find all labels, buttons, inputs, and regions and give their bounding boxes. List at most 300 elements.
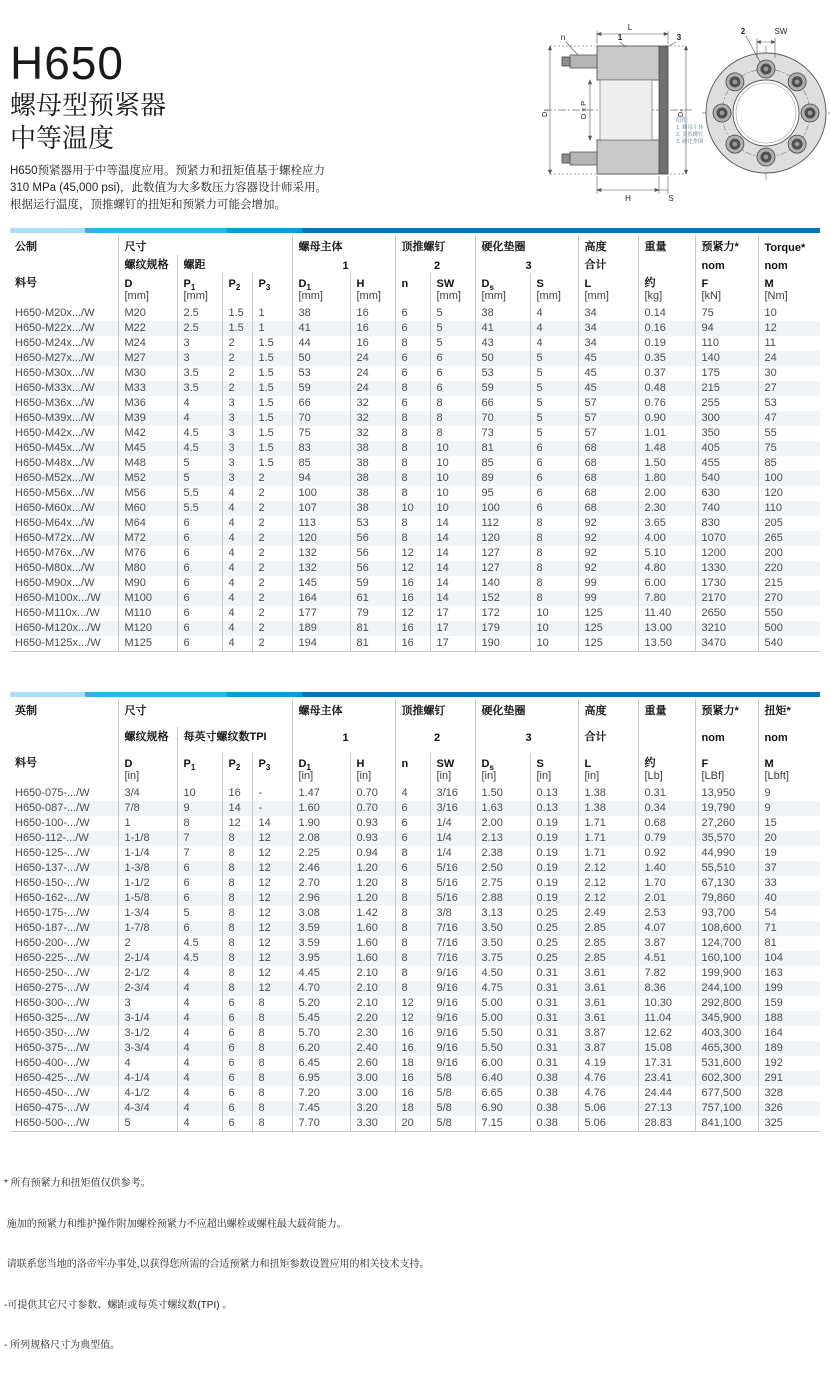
value-cell: 4	[177, 396, 222, 411]
value-cell: 4.07	[638, 921, 695, 936]
value-cell: 215	[758, 576, 820, 591]
value-cell: 4	[118, 1056, 177, 1071]
value-cell: 32	[350, 411, 395, 426]
value-cell: 12	[252, 876, 292, 891]
value-cell: 8	[530, 546, 578, 561]
value-cell: 6	[395, 801, 430, 816]
value-cell: 14	[430, 591, 475, 606]
value-cell: 8	[222, 876, 252, 891]
value-cell: 8	[395, 966, 430, 981]
value-cell: 1.60	[292, 801, 350, 816]
value-cell: 3.65	[638, 516, 695, 531]
group-num-1: 1	[292, 255, 395, 273]
value-cell: 4.00	[638, 531, 695, 546]
column-header: D	[118, 273, 177, 290]
unit-label: [mm]	[292, 290, 350, 306]
part-number-cell: H650-200-.../W	[15, 937, 90, 949]
value-cell: 17	[430, 636, 475, 652]
value-cell: 325	[758, 1116, 820, 1132]
value-cell: 38	[350, 501, 395, 516]
value-cell: 2	[222, 336, 252, 351]
value-cell: 1-1/4	[118, 846, 177, 861]
value-cell: 27	[758, 381, 820, 396]
value-cell: 255	[695, 396, 758, 411]
value-cell: 0.90	[638, 411, 695, 426]
value-cell: 540	[695, 471, 758, 486]
value-cell: 1	[252, 321, 292, 336]
value-cell: 6	[530, 471, 578, 486]
value-cell: 14	[430, 516, 475, 531]
unit-label: [in]	[530, 770, 578, 786]
value-cell: 0.48	[638, 381, 695, 396]
label-3: 3	[676, 33, 682, 42]
value-cell: M20	[118, 306, 177, 321]
part-number-cell: H650-275-.../W	[15, 982, 90, 994]
column-header: $P_2$	[222, 273, 252, 290]
value-cell: 0.13	[530, 786, 578, 801]
unit-label	[10, 770, 118, 786]
label-1: 1	[617, 33, 623, 42]
value-cell: 8	[395, 471, 430, 486]
value-cell: 66	[475, 396, 530, 411]
value-cell: 540	[758, 636, 820, 652]
table-row	[10, 411, 820, 426]
value-cell: 1.20	[350, 891, 395, 906]
unit-label	[10, 290, 118, 306]
value-cell: 8	[395, 846, 430, 861]
value-cell: 6	[395, 351, 430, 366]
table-row	[10, 351, 820, 366]
value-cell: 11.40	[638, 606, 695, 621]
value-cell: 5	[530, 426, 578, 441]
part-number-cell: H650-375-.../W	[15, 1042, 90, 1054]
value-cell: 50	[292, 351, 350, 366]
value-cell: 93,700	[695, 906, 758, 921]
imperial-table	[10, 699, 820, 1132]
value-cell: 190	[475, 636, 530, 652]
column-header: $D_s$	[475, 273, 530, 290]
value-cell: 1.5	[222, 306, 252, 321]
value-cell: 16	[395, 591, 430, 606]
value-cell: 2	[118, 936, 177, 951]
table-row	[10, 336, 820, 351]
value-cell: 5.06	[578, 1116, 638, 1132]
value-cell: 17	[430, 606, 475, 621]
unit-label	[395, 770, 430, 786]
footnote-line: 请联系您当地的洛帝牢办事处,以获得您所需的合适预紧力和扭矩参数设置应用的相关技术支持。	[4, 1259, 430, 1270]
value-cell: 10	[430, 471, 475, 486]
column-header: L	[578, 273, 638, 290]
value-cell: 8	[395, 891, 430, 906]
bore	[733, 80, 799, 146]
value-cell: 6	[395, 816, 430, 831]
value-cell: 5	[430, 321, 475, 336]
value-cell: 89	[475, 471, 530, 486]
value-cell: 2.10	[350, 996, 395, 1011]
value-cell: 2.53	[638, 906, 695, 921]
value-cell: 0.25	[530, 921, 578, 936]
value-cell: 5.5	[177, 486, 222, 501]
value-cell: 205	[758, 516, 820, 531]
value-cell: M72	[118, 531, 177, 546]
part-number-cell: H650-300-.../W	[15, 997, 90, 1009]
value-cell: 175	[695, 366, 758, 381]
value-cell: 75	[695, 306, 758, 321]
value-cell: 3.50	[475, 936, 530, 951]
value-cell: 2.08	[292, 831, 350, 846]
value-cell: 3.30	[350, 1116, 395, 1132]
value-cell: 8	[252, 1041, 292, 1056]
unit-label: [kN]	[695, 290, 758, 306]
value-cell: 455	[695, 456, 758, 471]
value-cell: 2	[252, 501, 292, 516]
value-cell: 0.31	[530, 981, 578, 996]
value-cell: 79	[350, 606, 395, 621]
value-cell: 4	[222, 606, 252, 621]
value-cell: 53	[350, 516, 395, 531]
value-cell: 120	[475, 531, 530, 546]
value-cell: 81	[350, 636, 395, 652]
table-row	[10, 546, 820, 561]
value-cell: 4	[222, 621, 252, 636]
part-number-cell: H650-150-.../W	[15, 877, 90, 889]
value-cell: 6	[222, 1011, 252, 1026]
value-cell: 125	[578, 606, 638, 621]
value-cell: 6	[222, 1071, 252, 1086]
value-cell: 0.14	[638, 306, 695, 321]
table-row	[10, 906, 820, 921]
value-cell: 57	[578, 411, 638, 426]
value-cell: 5.10	[638, 546, 695, 561]
value-cell: 163	[758, 966, 820, 981]
value-cell: 4	[222, 591, 252, 606]
value-cell: 2.30	[638, 501, 695, 516]
value-cell: 30	[758, 366, 820, 381]
value-cell: 4.5	[177, 441, 222, 456]
value-cell: 19,790	[695, 801, 758, 816]
value-cell: 0.31	[530, 996, 578, 1011]
group-num-2: 2	[395, 727, 475, 753]
value-cell: M125	[118, 636, 177, 652]
value-cell: 5/8	[430, 1101, 475, 1116]
value-cell: 16	[395, 576, 430, 591]
value-cell: 92	[578, 546, 638, 561]
value-cell: 45	[578, 366, 638, 381]
value-cell: 3.61	[578, 996, 638, 1011]
table-row	[10, 1011, 820, 1026]
value-cell: 172	[475, 606, 530, 621]
jackbolt-top	[570, 55, 597, 68]
jackbolt-top-head	[562, 57, 570, 66]
value-cell: 6	[222, 1026, 252, 1041]
value-cell: 1.20	[350, 861, 395, 876]
nut-body-top	[597, 46, 659, 80]
unit-label	[252, 770, 292, 786]
table-row	[10, 816, 820, 831]
value-cell: 0.19	[530, 816, 578, 831]
value-cell: 602,300	[695, 1071, 758, 1086]
value-cell: 33	[758, 876, 820, 891]
value-cell: 6	[177, 636, 222, 652]
value-cell: 45	[578, 351, 638, 366]
value-cell: 14	[430, 531, 475, 546]
value-cell: 8	[222, 846, 252, 861]
title-block	[10, 37, 327, 214]
value-cell: 1.60	[350, 936, 395, 951]
value-cell: 4	[177, 1071, 222, 1086]
unit-label: [mm]	[177, 290, 222, 306]
value-cell: 47	[758, 411, 820, 426]
value-cell: 152	[475, 591, 530, 606]
value-cell: 1	[252, 306, 292, 321]
page-subtitle-temp: 中等温度	[10, 123, 115, 153]
value-cell: 6	[222, 1056, 252, 1071]
value-cell: 23.41	[638, 1071, 695, 1086]
sub-thread-spec: 螺纹规格	[118, 255, 177, 273]
value-cell: 3.00	[350, 1071, 395, 1086]
value-cell: 4	[177, 411, 222, 426]
dim-S-label: S	[668, 194, 674, 203]
value-cell: M76	[118, 546, 177, 561]
value-cell: 0.25	[530, 951, 578, 966]
part-number-cell: H650-M33x.../W	[15, 382, 95, 394]
unit-label: [in]	[578, 770, 638, 786]
value-cell: 71	[758, 921, 820, 936]
value-cell: 0.19	[530, 891, 578, 906]
part-number-cell: H650-225-.../W	[15, 952, 90, 964]
value-cell: 7/16	[430, 936, 475, 951]
value-cell: 68	[578, 441, 638, 456]
value-cell: 10	[530, 606, 578, 621]
group-torque: Torque*	[758, 235, 820, 255]
value-cell: 17.31	[638, 1056, 695, 1071]
value-cell: 5/8	[430, 1116, 475, 1132]
value-cell: 1.5	[252, 411, 292, 426]
value-cell: 8	[222, 966, 252, 981]
value-cell: 8	[252, 1116, 292, 1132]
value-cell: 13,950	[695, 786, 758, 801]
value-cell: 81	[350, 621, 395, 636]
value-cell: 14	[222, 801, 252, 816]
value-cell: 41	[292, 321, 350, 336]
value-cell: 1-1/2	[118, 876, 177, 891]
value-cell: 8	[222, 921, 252, 936]
value-cell: 8	[395, 906, 430, 921]
value-cell: 14	[430, 561, 475, 576]
value-cell: 16	[222, 786, 252, 801]
value-cell: 6	[430, 366, 475, 381]
value-cell: 99	[578, 591, 638, 606]
value-cell: 6	[177, 576, 222, 591]
value-cell: 4	[530, 306, 578, 321]
table-row	[10, 561, 820, 576]
value-cell: 4	[222, 516, 252, 531]
value-cell: 8	[222, 861, 252, 876]
label-n: n	[560, 33, 566, 42]
value-cell: 2	[252, 576, 292, 591]
value-cell: 43	[475, 336, 530, 351]
table-row	[10, 1056, 820, 1071]
value-cell: 12	[252, 936, 292, 951]
value-cell: 12	[395, 1011, 430, 1026]
column-header: n	[395, 273, 430, 290]
table-row	[10, 786, 820, 801]
value-cell: 12	[222, 816, 252, 831]
value-cell: 12	[252, 966, 292, 981]
value-cell: 56	[350, 546, 395, 561]
part-number-cell: H650-M120x.../W	[15, 622, 101, 634]
column-header: $P_3$	[252, 273, 292, 290]
section-view	[540, 23, 688, 203]
value-cell: 1.5	[252, 396, 292, 411]
value-cell: 3.61	[578, 966, 638, 981]
value-cell: 9	[177, 801, 222, 816]
jackbolt-bottom	[570, 152, 597, 165]
value-cell: 68	[578, 486, 638, 501]
value-cell: 59	[475, 381, 530, 396]
value-cell: 7	[177, 831, 222, 846]
value-cell: 1-1/8	[118, 831, 177, 846]
table-row	[10, 426, 820, 441]
value-cell: 10.30	[638, 996, 695, 1011]
value-cell: 56	[350, 531, 395, 546]
value-cell: 6	[222, 1086, 252, 1101]
value-cell: 4	[530, 336, 578, 351]
column-header: S	[530, 273, 578, 290]
value-cell: 4	[177, 981, 222, 996]
value-cell: 17	[430, 621, 475, 636]
value-cell: 3	[222, 471, 252, 486]
value-cell: 12	[758, 321, 820, 336]
value-cell: 8	[252, 996, 292, 1011]
value-cell: 10	[430, 441, 475, 456]
part-number-cell: H650-M90x.../W	[15, 577, 95, 589]
value-cell: 0.68	[638, 816, 695, 831]
value-cell: 2.96	[292, 891, 350, 906]
dim-Ds-label: Dₛ	[676, 108, 685, 118]
value-cell: 16	[350, 306, 395, 321]
unit-label: [in]	[118, 770, 177, 786]
value-cell: 2.12	[578, 876, 638, 891]
value-cell: 179	[475, 621, 530, 636]
value-cell: 0.19	[530, 861, 578, 876]
value-cell: 6.00	[475, 1056, 530, 1071]
value-cell: 68	[578, 501, 638, 516]
value-cell: 20	[395, 1116, 430, 1132]
value-cell: 3	[118, 996, 177, 1011]
table-row	[10, 501, 820, 516]
value-cell: 2	[252, 516, 292, 531]
value-cell: 6	[177, 876, 222, 891]
value-cell: 1/4	[430, 846, 475, 861]
value-cell: 6	[530, 501, 578, 516]
value-cell: 8	[395, 441, 430, 456]
value-cell: M39	[118, 411, 177, 426]
legend-item: 1. 螺母主体	[676, 125, 704, 131]
value-cell: 85	[758, 456, 820, 471]
column-header: M	[758, 753, 820, 770]
table-row	[10, 621, 820, 636]
value-cell: 8	[222, 951, 252, 966]
table-row	[10, 471, 820, 486]
value-cell: M120	[118, 621, 177, 636]
value-cell: 630	[695, 486, 758, 501]
value-cell: 4.76	[578, 1086, 638, 1101]
part-number-cell: H650-450-.../W	[15, 1087, 90, 1099]
column-header: $P_1$	[177, 753, 222, 770]
value-cell: 6	[222, 1116, 252, 1132]
value-cell: M36	[118, 396, 177, 411]
value-cell: 125	[578, 621, 638, 636]
unit-label: [LBf]	[695, 770, 758, 786]
value-cell: 0.34	[638, 801, 695, 816]
value-cell: 4	[222, 501, 252, 516]
preload-nom: nom	[695, 255, 758, 273]
value-cell: 2	[252, 591, 292, 606]
part-number-cell: H650-087-.../W	[15, 802, 90, 814]
value-cell: 27,260	[695, 816, 758, 831]
page-title: H650	[10, 37, 124, 89]
value-cell: 120	[292, 531, 350, 546]
part-number-cell: H650-M48x.../W	[15, 457, 95, 469]
value-cell: 0.38	[530, 1116, 578, 1132]
value-cell: 531,600	[695, 1056, 758, 1071]
value-cell: 1.5	[252, 426, 292, 441]
value-cell: 4.75	[475, 981, 530, 996]
value-cell: 1330	[695, 561, 758, 576]
value-cell: 11.04	[638, 1011, 695, 1026]
value-cell: 54	[758, 906, 820, 921]
value-cell: 1.38	[578, 801, 638, 816]
value-cell: 2-1/2	[118, 966, 177, 981]
value-cell: 1	[118, 816, 177, 831]
value-cell: 189	[758, 1041, 820, 1056]
group-nut-body: 螺母主体	[292, 699, 395, 727]
value-cell: 2	[252, 636, 292, 652]
value-cell: 45	[578, 381, 638, 396]
value-cell: 19	[758, 846, 820, 861]
value-cell: 53	[475, 366, 530, 381]
value-cell: 8	[252, 1086, 292, 1101]
value-cell: 12	[395, 561, 430, 576]
group-washer: 硬化垫圈	[475, 699, 578, 727]
value-cell: 6.00	[638, 576, 695, 591]
value-cell: 8	[395, 381, 430, 396]
value-cell: 350	[695, 426, 758, 441]
footnote-line: * 所有预紧力和扭矩值仅供参考。	[4, 1178, 151, 1189]
value-cell: 1.20	[350, 876, 395, 891]
value-cell: 1.71	[578, 831, 638, 846]
value-cell: 57	[578, 396, 638, 411]
legend-item: 2. 顶推螺钉	[676, 132, 704, 138]
table-row	[10, 936, 820, 951]
value-cell: 0.92	[638, 846, 695, 861]
value-cell: 14	[430, 546, 475, 561]
value-cell: 8	[222, 831, 252, 846]
value-cell: 1/4	[430, 831, 475, 846]
value-cell: 4-1/4	[118, 1071, 177, 1086]
value-cell: 3.08	[292, 906, 350, 921]
value-cell: 4	[222, 561, 252, 576]
value-cell: 2.85	[578, 951, 638, 966]
value-cell: 550	[758, 606, 820, 621]
value-cell: 0.31	[530, 1026, 578, 1041]
value-cell: 3	[222, 411, 252, 426]
value-cell: 0.76	[638, 396, 695, 411]
value-cell: 2	[252, 561, 292, 576]
value-cell: 3	[222, 426, 252, 441]
value-cell: 8.36	[638, 981, 695, 996]
